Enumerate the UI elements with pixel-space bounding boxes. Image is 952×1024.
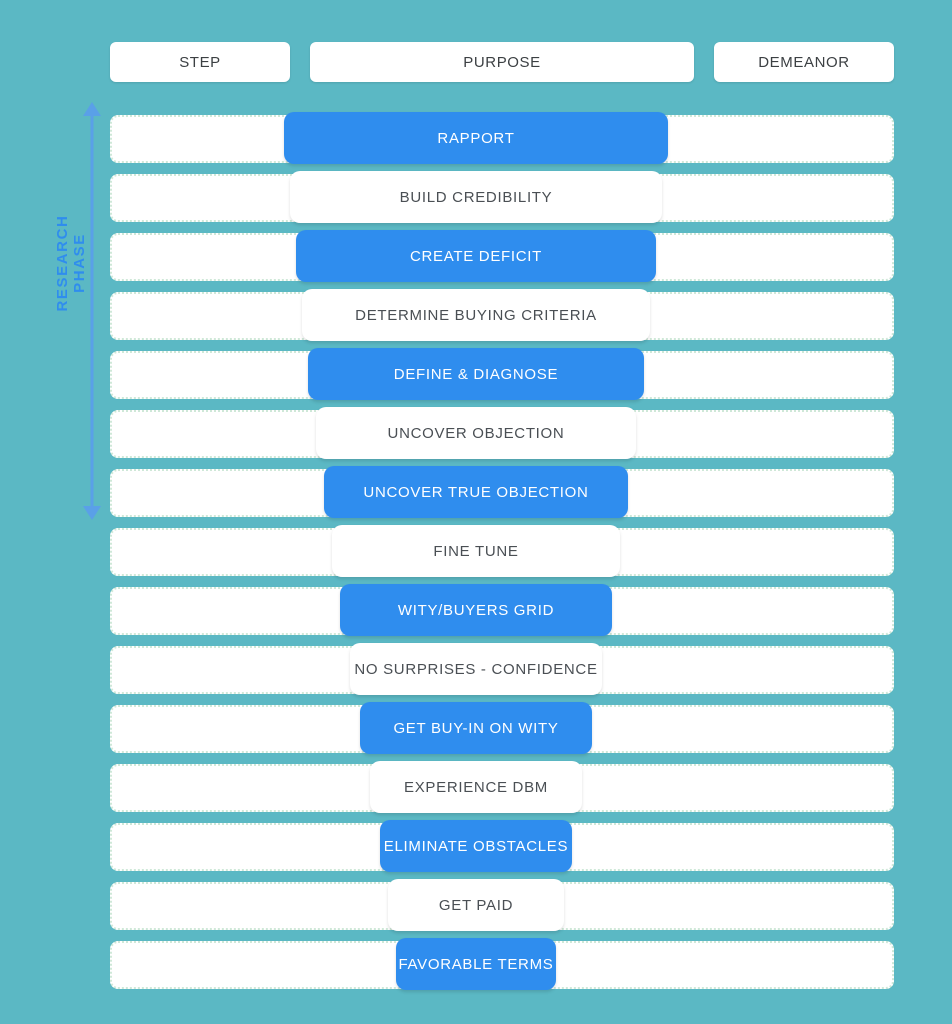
funnel-row <box>0 877 952 936</box>
funnel-segment[interactable] <box>284 112 668 164</box>
funnel-segment[interactable] <box>388 879 564 931</box>
funnel-row <box>0 228 952 287</box>
funnel-row <box>0 346 952 405</box>
header-demeanor: DEMEANOR <box>714 42 894 82</box>
column-headers <box>0 42 952 82</box>
funnel-segment[interactable] <box>370 761 582 813</box>
funnel-segment[interactable] <box>308 348 644 400</box>
header-purpose: PURPOSE <box>310 42 694 82</box>
funnel-segment[interactable] <box>324 466 628 518</box>
funnel-segment-label: FINE TUNE <box>433 542 519 560</box>
funnel-segment-label: EXPERIENCE DBM <box>404 778 548 796</box>
funnel-row <box>0 110 952 169</box>
funnel-row <box>0 700 952 759</box>
funnel-segment[interactable] <box>396 938 556 990</box>
funnel-segment-label: CREATE DEFICIT <box>409 247 543 265</box>
header-step: STEP <box>110 42 290 82</box>
funnel-segment-label: DETERMINE BUYING CRITERIA <box>355 306 597 324</box>
funnel-segment-label: UNCOVER TRUE OBJECTION <box>363 483 589 501</box>
funnel-segment[interactable] <box>360 702 592 754</box>
funnel-segment[interactable] <box>350 643 602 695</box>
funnel-row <box>0 936 952 995</box>
funnel-segment-label: BUILD CREDIBILITY <box>399 188 553 206</box>
funnel-row <box>0 523 952 582</box>
funnel-segment-label: FAVORABLE TERMS <box>398 955 554 973</box>
funnel-segment-label: ELIMINATE OBSTACLES <box>383 837 569 855</box>
funnel-rows <box>0 110 952 995</box>
funnel-segment-label: GET PAID <box>438 896 514 914</box>
funnel-segment[interactable] <box>296 230 656 282</box>
funnel-segment-label: NO SURPRISES - CONFIDENCE <box>354 660 598 678</box>
funnel-row <box>0 405 952 464</box>
funnel-segment[interactable] <box>316 407 636 459</box>
funnel-segment-label: WITY/BUYERS GRID <box>397 601 555 619</box>
funnel-segment[interactable] <box>380 820 572 872</box>
funnel-segment-label: GET BUY-IN ON WITY <box>393 719 559 737</box>
funnel-row <box>0 582 952 641</box>
funnel-row <box>0 641 952 700</box>
funnel-segment[interactable] <box>340 584 612 636</box>
funnel-segment-label: UNCOVER OBJECTION <box>387 424 565 442</box>
funnel-segment-label: DEFINE & DIAGNOSE <box>393 365 559 383</box>
funnel-row <box>0 464 952 523</box>
funnel-row <box>0 287 952 346</box>
funnel-row <box>0 759 952 818</box>
research-phase-label: RESEARCH PHASE <box>54 214 88 312</box>
funnel-segment[interactable] <box>302 289 650 341</box>
funnel-row <box>0 818 952 877</box>
funnel-row <box>0 169 952 228</box>
funnel-segment[interactable] <box>290 171 662 223</box>
funnel-segment-label: RAPPORT <box>437 129 515 147</box>
funnel-segment[interactable] <box>332 525 620 577</box>
